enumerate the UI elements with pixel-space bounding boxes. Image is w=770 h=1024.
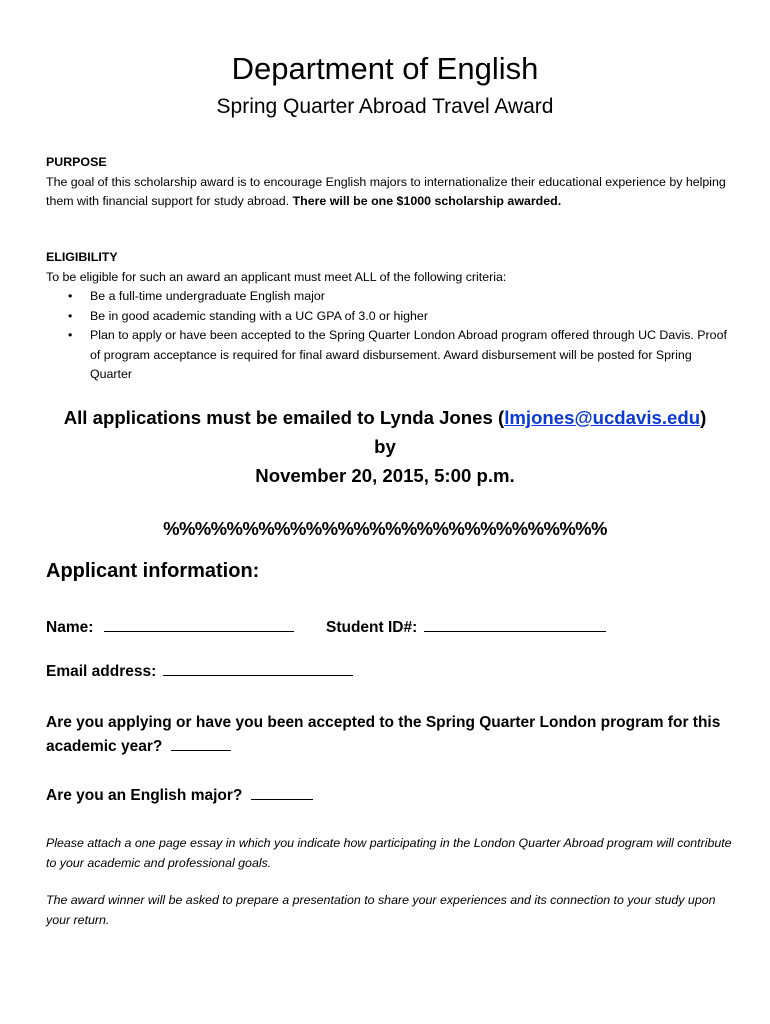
- major-answer-blank[interactable]: [251, 785, 313, 800]
- eligibility-heading: ELIGIBILITY: [46, 250, 118, 264]
- submission-line: [0, 403, 770, 432]
- major-question-text: Are you an English major?: [46, 787, 243, 804]
- name-blank[interactable]: [104, 617, 294, 632]
- criteria-text: Plan to apply or have been accepted to the Spring Quarter London Abroad program offered through UC Davis. Proof of program acceptance is required for final award disbursement. Award disbursement will be posted for Spring Quarter: [90, 328, 727, 381]
- email-label: Email address:: [46, 663, 157, 680]
- bullet-icon: •: [68, 308, 73, 323]
- purpose-paragraph: [46, 173, 736, 212]
- submission-prefix: All applications must be emailed to Lynda Jones (: [63, 407, 505, 428]
- student-id-field[interactable]: [326, 616, 606, 640]
- london-question: [46, 711, 736, 759]
- page-title: Department of English: [231, 51, 539, 86]
- name-field[interactable]: [46, 616, 294, 640]
- criteria-item: [46, 326, 736, 385]
- criteria-item: [46, 287, 736, 307]
- email-field[interactable]: [46, 660, 353, 684]
- student-id-label: Student ID#:: [326, 619, 418, 636]
- criteria-text: Be a full-time undergraduate English major: [90, 289, 325, 303]
- bullet-icon: •: [68, 289, 73, 303]
- student-id-blank[interactable]: [424, 617, 606, 632]
- presentation-note: The award winner will be asked to prepare a presentation to share your experiences and its connection to your study upon your return.: [46, 893, 716, 927]
- criteria-text: Be in good academic standing with a UC GPA of 3.0 or higher: [90, 308, 428, 323]
- purpose-award-amount: There will be one $1000 scholarship awarded.: [292, 194, 562, 208]
- separator-line: %%%%%%%%%%%%%%%%%%%%%%%%%%%%: [163, 518, 607, 539]
- essay-note: Please attach a one page essay in which you indicate how participating in the London Quarter Abroad program will contribute to your academic and professional goals.: [46, 836, 732, 870]
- submission-deadline: November 20, 2015, 5:00 p.m.: [255, 465, 515, 486]
- eligibility-section: [46, 248, 736, 385]
- submission-by: by: [374, 436, 396, 457]
- applicant-heading: Applicant information:: [46, 560, 260, 582]
- email-blank[interactable]: [163, 661, 353, 676]
- name-label: Name:: [46, 619, 94, 636]
- purpose-heading: PURPOSE: [46, 155, 107, 169]
- purpose-text: The goal of this scholarship award is to encourage English majors to internationalize their educational experience by helping them with financial support for study abroad.: [46, 174, 726, 208]
- page-subtitle: Spring Quarter Abroad Travel Award: [216, 95, 554, 118]
- submission-suffix: ): [700, 407, 707, 428]
- major-question: [46, 784, 736, 808]
- bullet-icon: •: [68, 328, 73, 342]
- london-question-text: Are you applying or have you been accepted to the Spring Quarter London program for this academic year?: [46, 714, 721, 755]
- purpose-section: [46, 153, 736, 212]
- eligibility-intro: To be eligible for such an award an applicant must meet ALL of the following criteria:: [46, 269, 507, 284]
- email-link[interactable]: lmjones@ucdavis.edu: [504, 407, 701, 428]
- criteria-list: [46, 287, 736, 385]
- criteria-item: [46, 307, 736, 327]
- london-answer-blank[interactable]: [171, 736, 231, 751]
